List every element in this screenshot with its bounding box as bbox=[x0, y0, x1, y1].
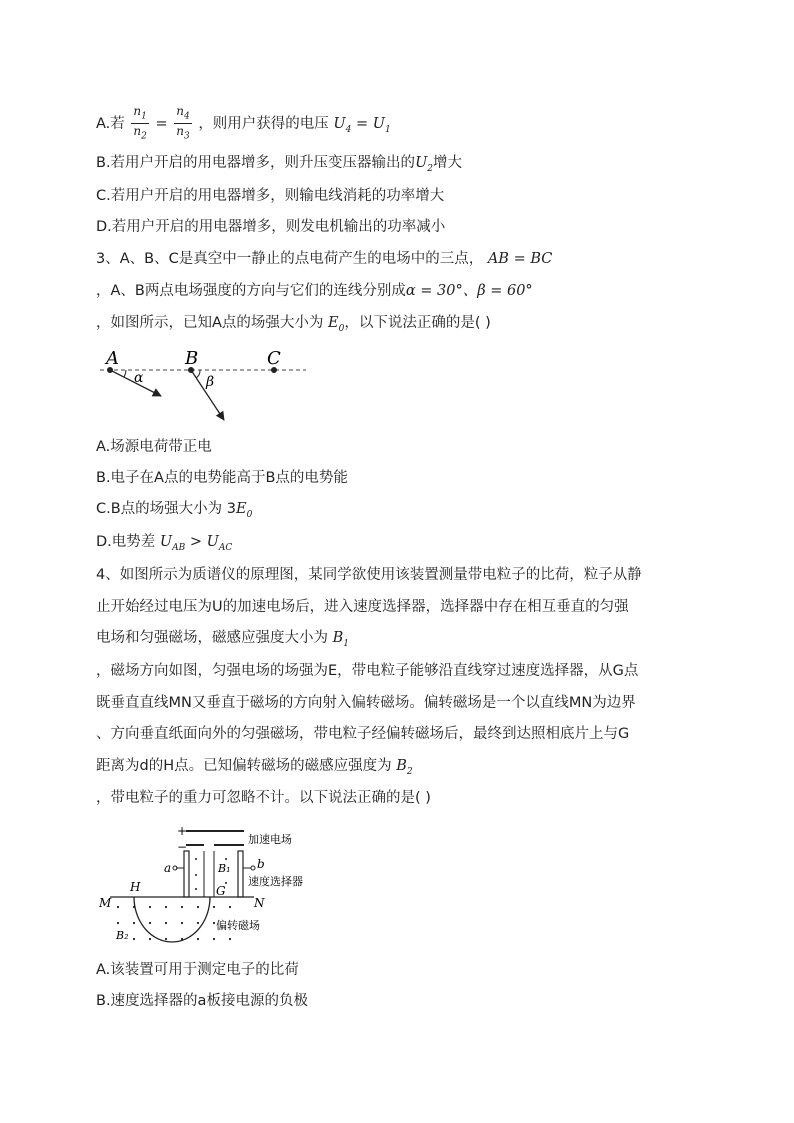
q3-line-1: 3、A、B、C是真空中一静止的点电荷产生的电场中的三点， AB = BC bbox=[96, 251, 553, 267]
b1-label: B₁ bbox=[218, 862, 231, 875]
particle-trajectory bbox=[134, 897, 210, 942]
q4-line-1: 4、如图所示为质谱仪的原理图，某同学欲使用该装置测量带电粒子的比荷，粒子从静 bbox=[96, 567, 642, 583]
q4-line-7: 距离为d的H点。已知偏转磁场的磁感应强度为 $B_2$ bbox=[96, 758, 413, 777]
h-label: H bbox=[130, 880, 141, 894]
q2-option-c: C.若用户开启的用电器增多，则输电线消耗的功率增大 bbox=[96, 188, 445, 204]
m-label: M bbox=[99, 896, 112, 910]
q4-line-6: 、方向垂直纸面向外的匀强磁场，带电粒子经偏转磁场后，最终到达照相底片上与G bbox=[96, 726, 630, 742]
q3-option-c: C.B点的场强大小为 $3E_0$ bbox=[96, 501, 253, 520]
plus-sign: + bbox=[177, 824, 188, 838]
label-alpha: α bbox=[134, 370, 144, 386]
q3-field-diagram bbox=[96, 344, 316, 428]
q4-line-3: 电场和匀强磁场，磁感应强度大小为 $B_1$ bbox=[96, 630, 349, 649]
q2-option-a: A.若 $\frac{n_1}{n_2}$ = $\frac{n_4}{n_3}$ ，则用户获得的电压 $U_4 = U_1$ bbox=[96, 104, 391, 142]
selector-plate-a bbox=[184, 851, 189, 897]
minus-sign: − bbox=[177, 840, 188, 854]
selector-label: 速度选择器 bbox=[248, 875, 303, 888]
terminal-a-label: a bbox=[164, 861, 172, 875]
q4-option-b: B.速度选择器的a板接电源的负极 bbox=[96, 993, 308, 1009]
accel-field-label: 加速电场 bbox=[248, 833, 292, 846]
q3-line-3: ，如图所示，已知A点的场强大小为 $E_0$，以下说法正确的是( ) bbox=[96, 315, 491, 334]
fraction-n1-n2: $\frac{n_1}{n_2}$ bbox=[133, 104, 147, 142]
q2-option-d: D.若用户开启的用电器增多，则发电机输出的功率减小 bbox=[96, 219, 446, 235]
terminal-b-label: b bbox=[257, 857, 265, 871]
b2-label: B₂ bbox=[116, 929, 129, 942]
q4-line-8: ，带电粒子的重力可忽略不计。以下说法正确的是( ) bbox=[96, 790, 431, 806]
label-a: A bbox=[106, 348, 119, 369]
label-b: B bbox=[185, 348, 199, 369]
q2-option-b: B.若用户开启的用电器增多，则升压变压器输出的$U_2$增大 bbox=[96, 155, 463, 174]
q4-line-5: 既垂直直线MN又垂直于磁场的方向射入偏转磁场。偏转磁场是一个以直线MN为边界 bbox=[96, 695, 636, 711]
deflection-label: 偏转磁场 bbox=[216, 919, 260, 932]
q3-option-b: B.电子在A点的电势能高于B点的电势能 bbox=[96, 470, 348, 486]
g-label: G bbox=[216, 884, 226, 898]
q3-option-d: D.电势差 $U_{AB} > U_{AC}$ bbox=[96, 534, 233, 553]
label-beta: β bbox=[206, 374, 215, 390]
q4-option-a: A.该装置可用于测定电子的比荷 bbox=[96, 962, 299, 978]
q4-line-4: ，磁场方向如图，匀强电场的场强为E，带电粒子能够沿直线穿过速度选择器，从G点 bbox=[96, 663, 639, 679]
selector-plate-b bbox=[238, 851, 243, 897]
mass-spectrometer-diagram bbox=[96, 823, 346, 951]
n-label: N bbox=[254, 896, 265, 910]
deflection-field-dots bbox=[117, 906, 231, 940]
label-c: C bbox=[267, 348, 281, 369]
q3-line-2: ，A、B两点电场强度的方向与它们的连线分别成α = 30°、β = 60° bbox=[96, 283, 533, 299]
fraction-n4-n3: $\frac{n_4}{n_3}$ bbox=[176, 104, 190, 142]
q3-option-a: A.场源电荷带正电 bbox=[96, 439, 212, 455]
q4-line-2: 止开始经过电压为U的加速电场后，进入速度选择器，选择器中存在相互垂直的匀强 bbox=[96, 599, 629, 615]
